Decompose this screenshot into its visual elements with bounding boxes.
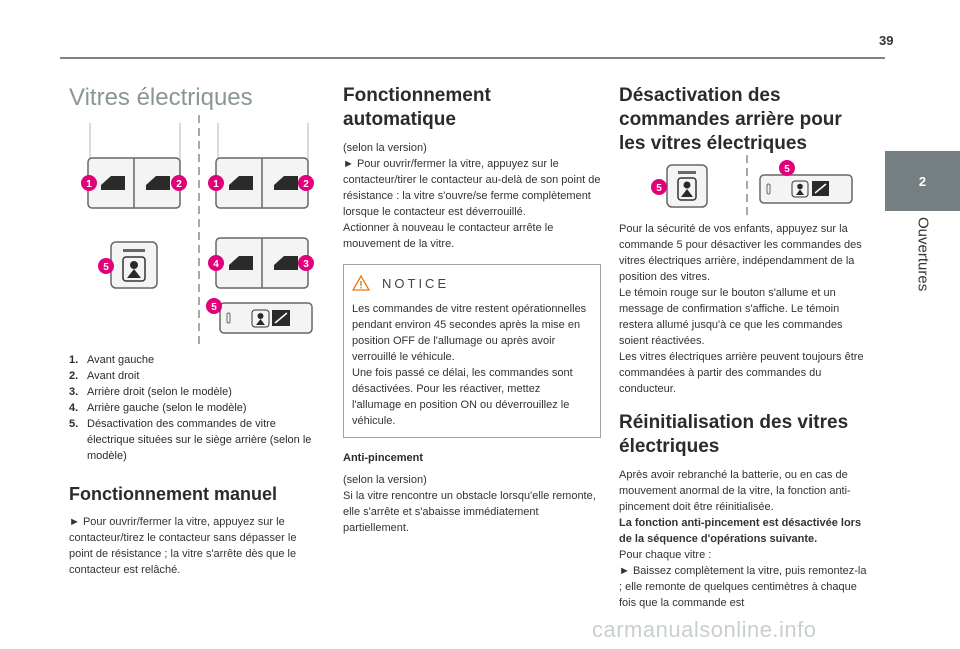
list-item: 3. Arrière droit (selon le modèle) bbox=[69, 386, 232, 398]
child-lock-figure bbox=[645, 155, 860, 215]
reinit-steps: Pour chaque vitre : ► Baissez complètement la vitre, puis remontez-la ; elle remonte de quelques centimètres à chaque fois que la commande est bbox=[619, 549, 867, 609]
badge-5b: 5 bbox=[211, 302, 217, 313]
list-item: 4. Arrière gauche (selon le modèle) bbox=[69, 402, 247, 414]
list-item: 2. Avant droit bbox=[69, 370, 140, 382]
auto-text: (selon la version) ► Pour ouvrir/fermer la vitre, appuyez sur le contacteur/tirer le contacteur au-delà de son point de résistance : la vitre s'ouvre/se ferme complètement lorsque le contacteur est déverrouillé. Actionner à nouveau le contacteur arrête le mouvement de la vitre. bbox=[343, 142, 601, 250]
watermark: carmanualsonline.info bbox=[592, 617, 817, 642]
section-title: Vitres électriques bbox=[69, 84, 253, 111]
header-rule bbox=[60, 57, 885, 59]
column-2 bbox=[343, 84, 601, 536]
badge-4: 4 bbox=[213, 259, 219, 270]
page-number: 39 bbox=[879, 33, 894, 48]
driver-switch-panel bbox=[216, 158, 312, 333]
warning-icon bbox=[352, 275, 370, 291]
reinit-title: Réinitialisation des vitres électriques bbox=[619, 412, 849, 457]
list-item: 5. Désactivation des commandes de vitre électrique situées sur le siège arrière (selon le modèle) bbox=[69, 418, 312, 462]
column-3-lower bbox=[619, 221, 871, 611]
window-switches-figure bbox=[68, 115, 320, 345]
list-item: 1. Avant gauche bbox=[69, 354, 155, 366]
reinit-text: Après avoir rebranché la batterie, ou en cas de mouvement anormal de la vitre, la fonction anti-pincement doit être réinitialisée. bbox=[619, 469, 851, 513]
pinch-title: Anti-pincement bbox=[343, 452, 424, 464]
badge-1b: 1 bbox=[213, 179, 219, 190]
notice-box bbox=[343, 264, 601, 438]
deact-text: Pour la sécurité de vos enfants, appuyez sur la commande 5 pour désactiver les commandes des vitres électriques arrière, indépendamment de la position des vitres. Le témoin rouge sur le bouton s'allume et un message de confirmation s'affiche. Le témoin restera allumé jusqu'à ce que les commandes soient réactivées. Les vitres électriques arrière peuvent toujours être commandées à partir des commandes du conducteur. bbox=[619, 223, 864, 395]
chapter-number: 2 bbox=[918, 173, 927, 189]
manual-text: ► Pour ouvrir/fermer la vitre, appuyez sur le contacteur/tirez le contacteur sans dépasser le point de résistance ; la vitre s'arrête dès que le contacteur est relâché. bbox=[69, 516, 297, 576]
column-1-lower bbox=[69, 352, 319, 578]
auto-title: Fonctionnement automatique bbox=[343, 85, 491, 130]
front-switch-panel bbox=[88, 158, 180, 208]
reinit-bold-text: La fonction anti-pincement est désactivée lors de la séquence d'opérations suivante. bbox=[619, 517, 862, 545]
column-3 bbox=[619, 84, 871, 156]
manual-title: Fonctionnement manuel bbox=[69, 484, 278, 504]
chapter-tab[interactable] bbox=[885, 151, 960, 211]
badge-2: 2 bbox=[176, 179, 182, 190]
deact-title: Désactivation des commandes arrière pour les vitres électriques bbox=[619, 85, 842, 154]
notice-text: Les commandes de vitre restent opérationnelles pendant environ 45 secondes après la mise en position OFF de l'allumage ou après avoir verrouillé le véhicule. Une fois passé ce délai, les commandes sont désactivées. Pour les réactiver, mettez l'allumage en position ON ou déverrouillez le véhicule. bbox=[352, 303, 587, 427]
chapter-label: Ouvertures bbox=[914, 217, 932, 292]
child-lock-button bbox=[111, 242, 157, 288]
badge-3: 3 bbox=[303, 259, 309, 270]
badge-5: 5 bbox=[103, 262, 109, 273]
badge-5d: 5 bbox=[784, 164, 790, 175]
pinch-text: (selon la version) Si la vitre rencontre un obstacle lorsqu'elle remonte, elle s'arrête et s'abaisse immédiatement partiellement. bbox=[343, 474, 596, 534]
badge-2b: 2 bbox=[303, 179, 309, 190]
column-1 bbox=[69, 84, 319, 112]
badge-1: 1 bbox=[86, 179, 92, 190]
switch-legend bbox=[69, 352, 319, 464]
badge-5c: 5 bbox=[656, 183, 662, 194]
notice-title: NOTICE bbox=[382, 275, 450, 291]
